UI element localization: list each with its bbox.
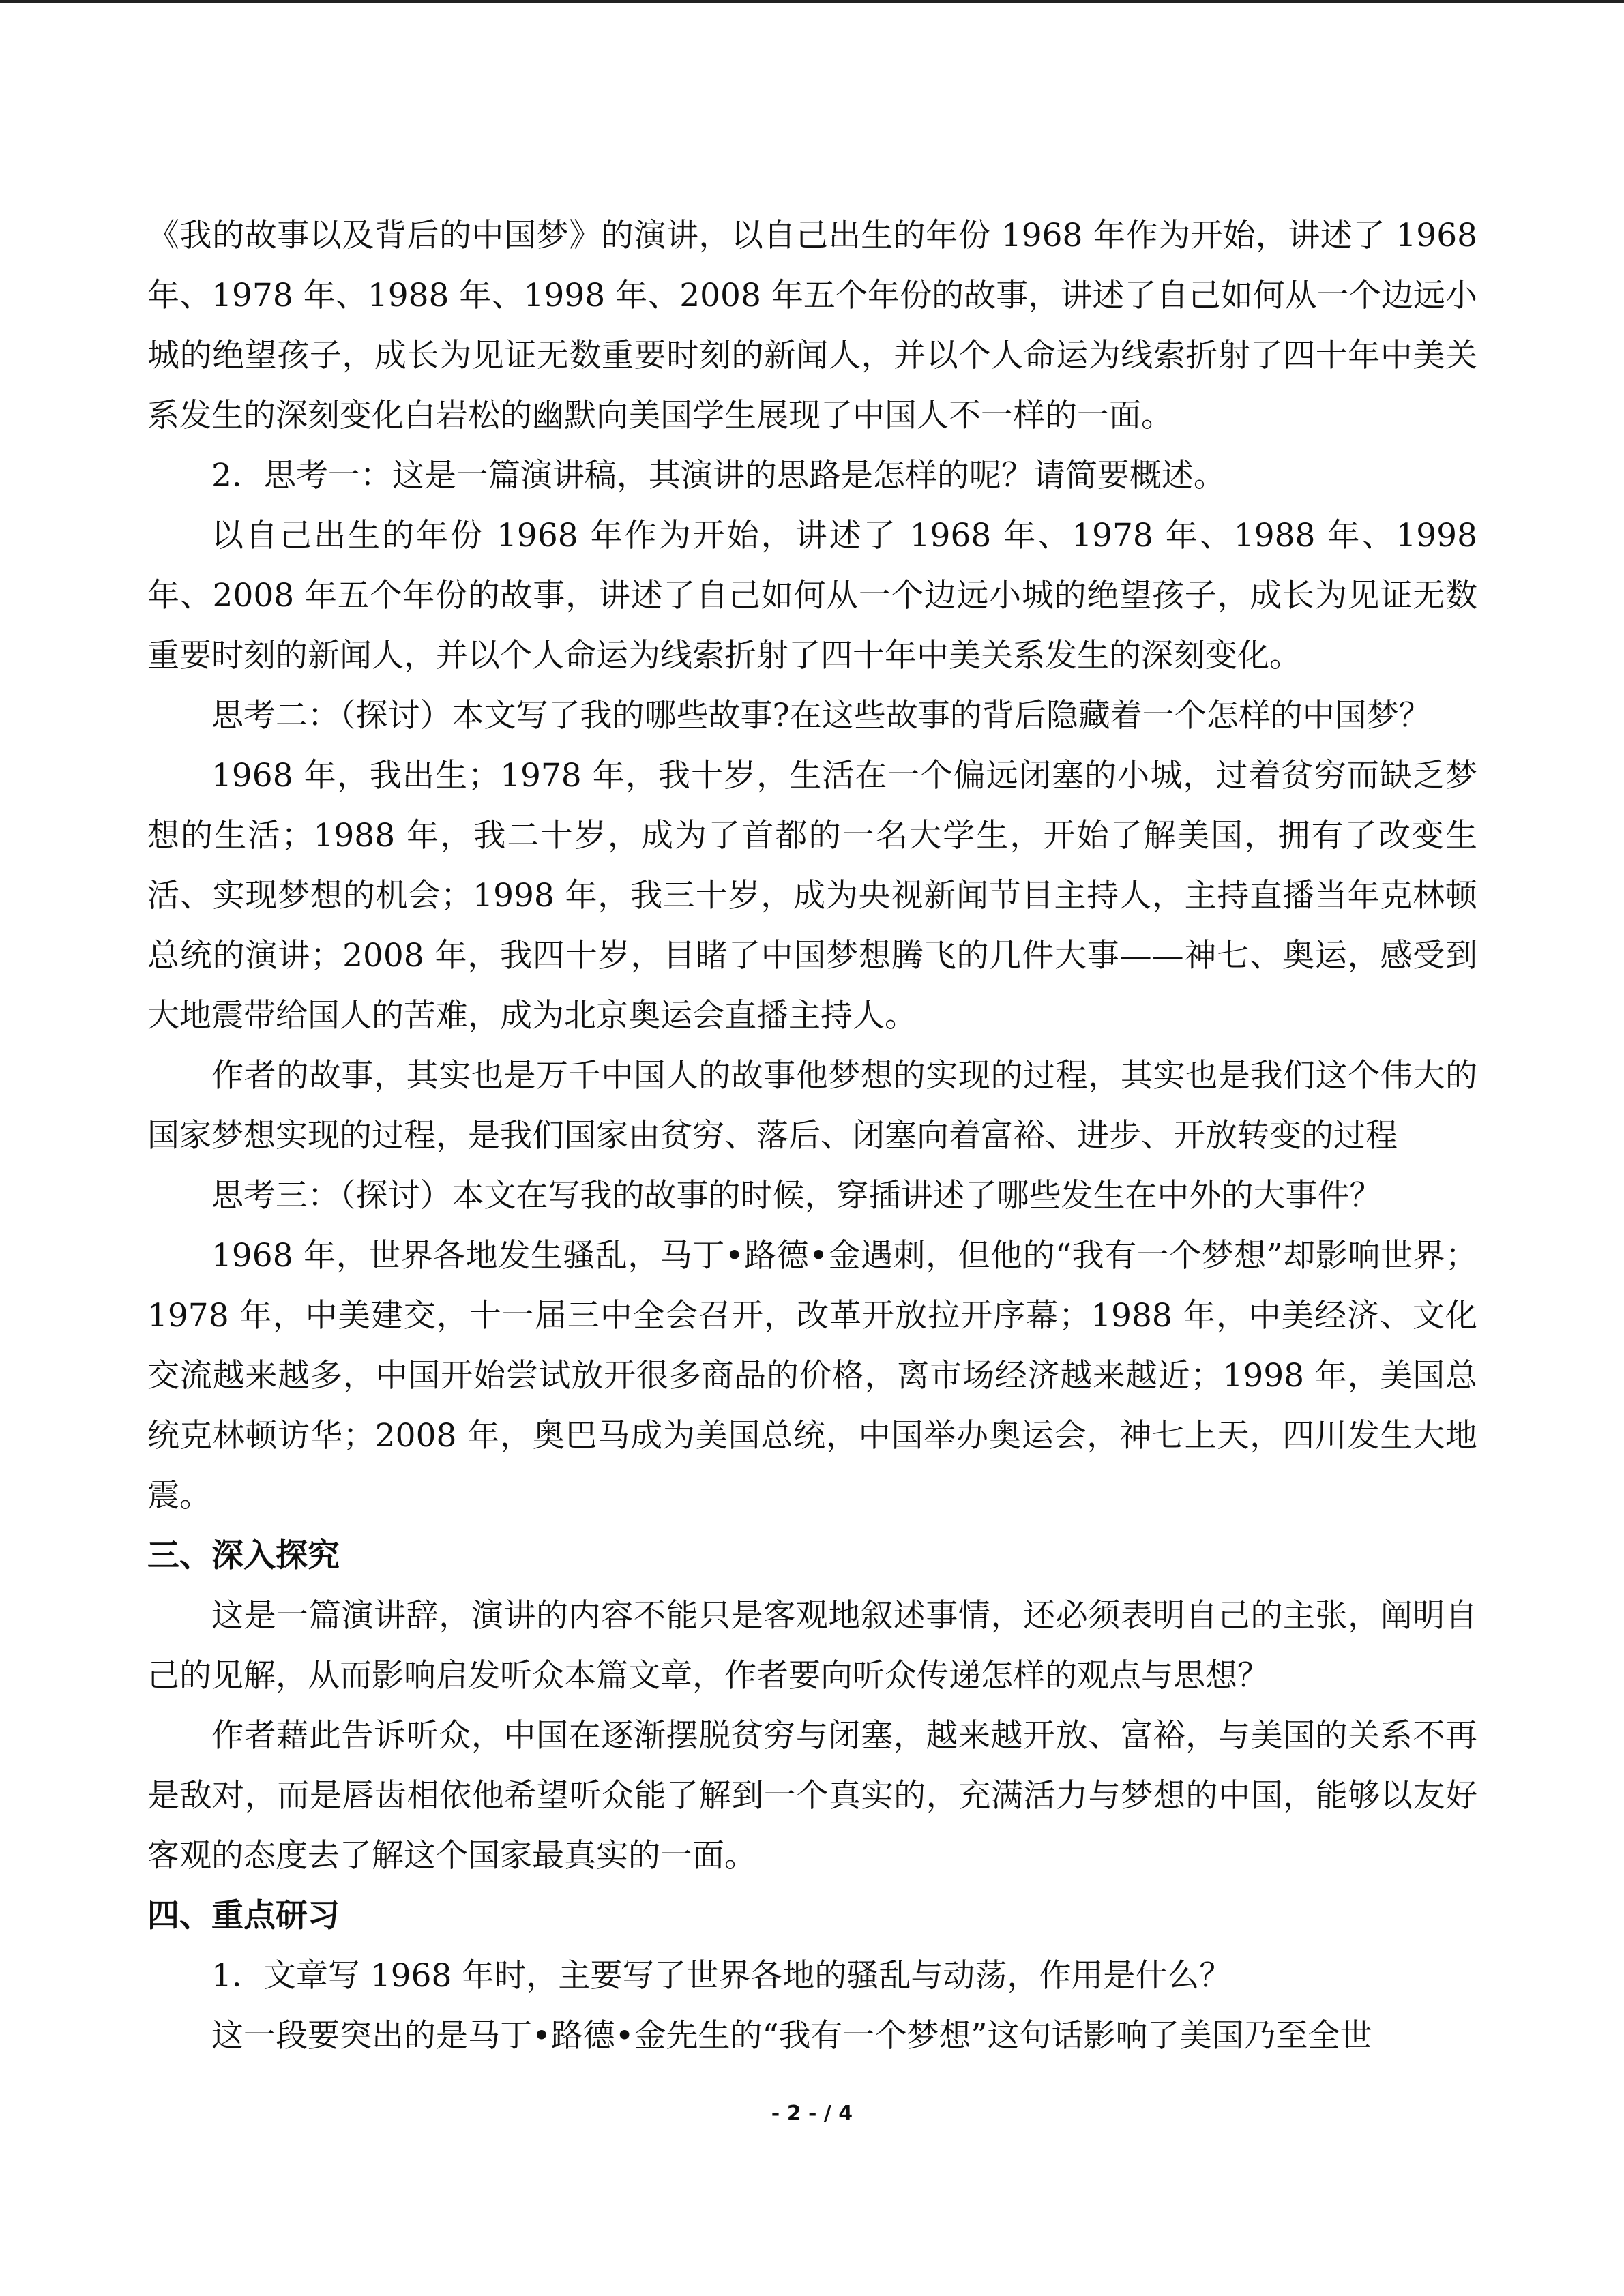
page-number: - 2 - / 4 — [771, 2102, 853, 2126]
document-body — [147, 206, 1477, 2066]
answer-two-dream: 作者的故事，其实也是万千中国人的故事他梦想的实现的过程，其实也是我们这个伟大的国家梦想实现的过程，是我们国家由贫穷、落后、闭塞向着富裕、进步、开放转变的过程 — [147, 1057, 1477, 1154]
answer-three: 1968 年，世界各地发生骚乱，马丁•路德•金遇刺，但他的“我有一个梦想”却影响世界；1978 年，中美建交，十一届三中全会召开，改革开放拉开序幕；1988 年，中美经济、文化交流越来越多，中国开始尝试放开很多商品的价格，离市场经济越来越近；1998 年，美国总统克林顿访华；2008 年，奥巴马成为美国总统，中国举办奥运会，神七上天，四川发生大地震。 — [147, 1237, 1477, 1515]
question-one: 2．思考一：这是一篇演讲稿，其演讲的思路是怎样的呢？请简要概述。 — [211, 457, 1226, 494]
paragraph-intro-summary: 《我的故事以及背后的中国梦》的演讲，以自己出生的年份 1968 年作为开始，讲述了 1968 年、1978 年、1988 年、1998 年、2008 年五个年份的故事，讲述了自己如何从一个边远小城的绝望孩子，成长为见证无数重要时刻的新闻人，并以个人命运为线索折射了四十年中美关系发生的深刻变化白岩松的幽默向美国学生展现了中国人不一样的一面。 — [147, 217, 1477, 434]
page-top-border — [0, 0, 1624, 3]
section-heading-deep-inquiry: 三、深入探究 — [147, 1537, 340, 1575]
question-three: 思考三：（探讨）本文在写我的故事的时候，穿插讲述了哪些发生在中外的大事件？ — [211, 1177, 1382, 1214]
key-study-answer: 这一段要突出的是马丁•路德•金先生的“我有一个梦想”这句话影响了美国乃至全世 — [211, 2017, 1372, 2055]
question-two: 思考二：（探讨）本文写了我的哪些故事?在这些故事的背后隐藏着一个怎样的中国梦？ — [211, 697, 1431, 734]
section-heading-key-study: 四、重点研习 — [147, 1897, 340, 1935]
inquiry-answer: 作者藉此告诉听众，中国在逐渐摆脱贫穷与闭塞，越来越开放、富裕，与美国的关系不再是敌对，而是唇齿相依他希望听众能了解到一个真实的，充满活力与梦想的中国，能够以友好客观的态度去了解这个国家最真实的一面。 — [147, 1717, 1477, 1875]
answer-one: 以自己出生的年份 1968 年作为开始，讲述了 1968 年、1978 年、1988 年、1998 年、2008 年五个年份的故事，讲述了自己如何从一个边远小城的绝望孩子，成长为见证无数重要时刻的新闻人，并以个人命运为线索折射了四十年中美关系发生的深刻变化。 — [147, 517, 1477, 674]
key-study-question: 1．文章写 1968 年时，主要写了世界各地的骚乱与动荡，作用是什么？ — [211, 1957, 1232, 1995]
inquiry-question: 这是一篇演讲辞，演讲的内容不能只是客观地叙述事情，还必须表明自己的主张，阐明自己的见解，从而影响启发听众本篇文章，作者要向听众传递怎样的观点与思想？ — [147, 1597, 1477, 1695]
answer-two-stories: 1968 年，我出生；1978 年，我十岁，生活在一个偏远闭塞的小城，过着贫穷而缺乏梦想的生活；1988 年，我二十岁，成为了首都的一名大学生，开始了解美国，拥有了改变生活、实现梦想的机会；1998 年，我三十岁，成为央视新闻节目主持人，主持直播当年克林顿总统的演讲；2008 年，我四十岁，目睹了中国梦想腾飞的几件大事——神七、奥运，感受到大地震带给国人的苦难，成为北京奥运会直播主持人。 — [147, 757, 1477, 1034]
